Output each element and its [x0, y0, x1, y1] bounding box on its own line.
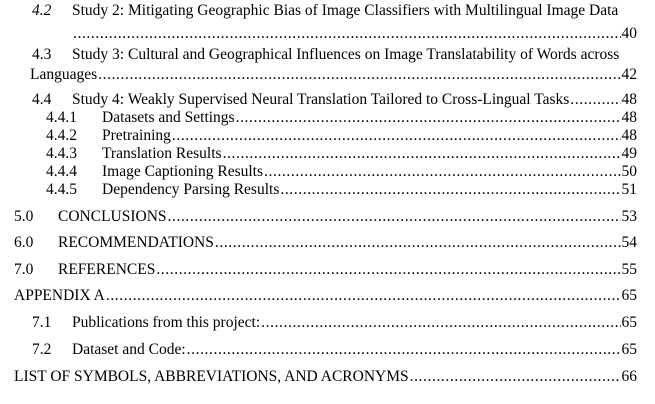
toc-title: RECOMMENDATIONS: [58, 234, 214, 251]
toc-entry-4-4-5[interactable]: [46, 181, 637, 199]
toc-title: Dependency Parsing Results: [102, 181, 280, 198]
toc-entry-7-1[interactable]: [32, 314, 637, 332]
toc-title: CONCLUSIONS: [58, 208, 167, 225]
toc-entry-7-0[interactable]: [14, 261, 637, 279]
toc-title: Study 2: Mitigating Geographic Bias of Image Classifiers with Multilingual Image Data: [72, 2, 619, 19]
toc-page-number: 50: [621, 163, 637, 180]
dot-leader: [280, 181, 620, 199]
toc-entry-4-4[interactable]: [32, 91, 637, 109]
dot-leader: [570, 91, 620, 109]
toc-page-number: 65: [621, 314, 637, 331]
toc-entry-4-4-3[interactable]: [46, 145, 637, 163]
toc-page-number: 65: [621, 287, 637, 304]
toc-title: REFERENCES: [58, 261, 156, 278]
toc-title: APPENDIX A: [14, 287, 105, 304]
toc-entry-5-0[interactable]: [14, 208, 637, 226]
dot-leader: [172, 127, 621, 145]
toc-number: 7.2: [32, 341, 52, 358]
dot-leader: [261, 314, 620, 332]
toc-number: 7.0: [14, 261, 34, 278]
toc-entry-list-of-symbols[interactable]: [14, 368, 637, 386]
toc-entry-4-4-2[interactable]: [46, 127, 637, 145]
toc-page-number: 48: [621, 91, 637, 108]
toc-number: 4.3: [32, 46, 52, 63]
toc-title: Study 3: Cultural and Geographical Influences on Image Translatability of Words across: [72, 46, 620, 63]
toc-number: 4.2: [32, 2, 52, 19]
toc-title: Image Captioning Results: [102, 163, 264, 180]
toc-page-number: 49: [621, 145, 637, 162]
toc-page-number: 48: [621, 127, 637, 144]
toc-title: LIST OF SYMBOLS, ABBREVIATIONS, AND ACRONYMS: [14, 368, 409, 385]
toc-entry-4-3[interactable]: [32, 46, 637, 84]
toc-entry-6-0[interactable]: [14, 234, 637, 252]
toc-entry-4-4-1[interactable]: [46, 109, 637, 127]
dot-leader: [73, 25, 621, 43]
toc-page-number: 42: [621, 66, 637, 83]
toc-page-number: 53: [621, 208, 637, 225]
toc-number: 7.1: [32, 314, 52, 331]
toc-title: Pretraining: [102, 127, 171, 144]
dot-leader: [106, 287, 621, 305]
toc-page-number: 48: [621, 109, 637, 126]
dot-leader: [264, 163, 620, 181]
dot-leader: [236, 109, 621, 127]
toc-title: Datasets and Settings: [102, 109, 235, 126]
toc-page-number: 55: [621, 261, 637, 278]
dot-leader: [223, 145, 621, 163]
dot-leader: [98, 66, 620, 84]
toc-title: Dataset and Code:: [72, 341, 186, 358]
dot-leader: [410, 368, 621, 386]
toc-entry-7-2[interactable]: [32, 341, 637, 359]
toc-page-number: 65: [621, 341, 637, 358]
toc-title-continued: Languages: [30, 66, 98, 83]
toc-number: 4.4: [32, 91, 52, 108]
toc-page-number: 54: [621, 234, 637, 251]
dot-leader: [215, 234, 621, 252]
toc-number: 4.4.3: [46, 145, 77, 162]
toc-entry-appendix-a[interactable]: [14, 287, 637, 305]
toc-number: 5.0: [14, 208, 34, 225]
toc-entry-4-4-4[interactable]: [46, 163, 637, 181]
toc-number: 4.4.2: [46, 127, 77, 144]
dot-leader: [156, 261, 620, 279]
toc-title: Publications from this project:: [72, 314, 261, 331]
toc-page-number: 66: [621, 368, 637, 385]
toc-number: 4.4.4: [46, 163, 77, 180]
toc-number: 4.4.1: [46, 109, 77, 126]
toc-title: Translation Results: [102, 145, 222, 162]
toc-title: Study 4: Weakly Supervised Neural Translation Tailored to Cross-Lingual Tasks: [72, 91, 570, 108]
toc-entry-4-2[interactable]: [32, 2, 637, 43]
toc-number: 6.0: [14, 234, 34, 251]
dot-leader: [187, 341, 621, 359]
dot-leader: [168, 208, 621, 226]
toc-page-number: 40: [621, 25, 637, 42]
toc-number: 4.4.5: [46, 181, 77, 198]
toc-page-number: 51: [621, 181, 637, 198]
